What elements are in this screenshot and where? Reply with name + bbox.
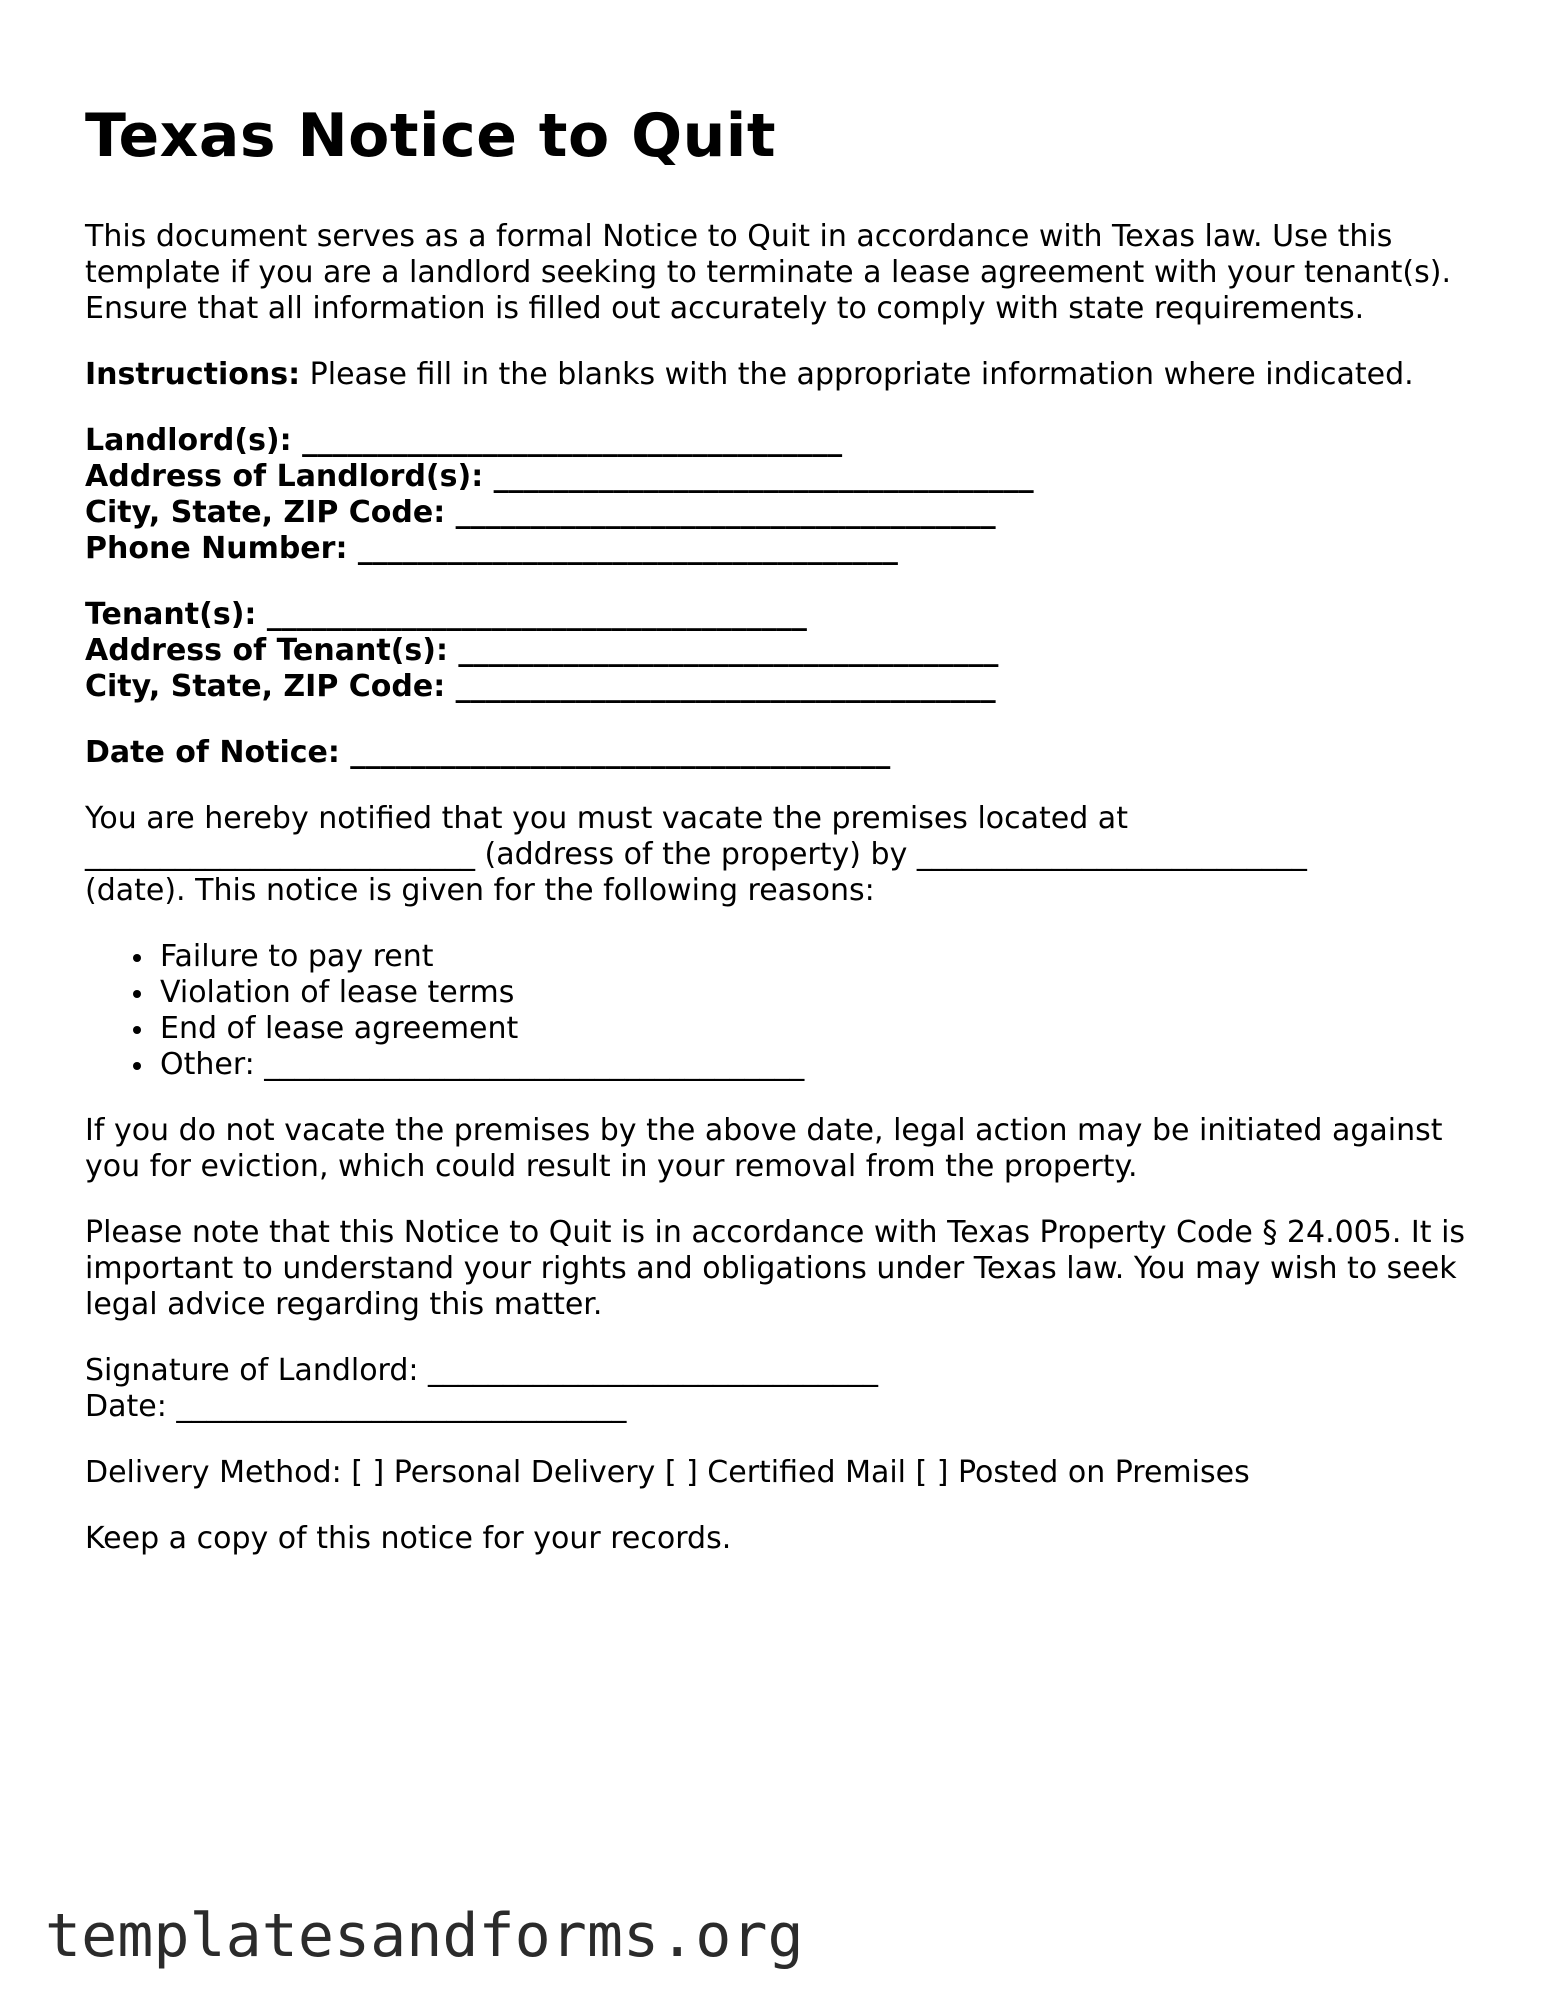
landlord-city-field: [85, 495, 1475, 531]
landlord-section: [85, 423, 1475, 567]
notice-date-label: Date of Notice:: [85, 735, 340, 770]
signature-section: [85, 1353, 1475, 1425]
landlord-city-blank: ____________________________________: [445, 495, 996, 530]
instructions-label: Instructions:: [85, 357, 301, 392]
list-item: Violation of lease terms: [130, 975, 1475, 1011]
list-item: Other: ____________________________________: [130, 1047, 1475, 1083]
tenant-address-label: Address of Tenant(s):: [85, 633, 448, 668]
notice-date-blank: ____________________________________: [339, 735, 891, 770]
tenant-section: [85, 597, 1475, 705]
signature-date-line: Date: ______________________________: [85, 1389, 627, 1424]
consequence-paragraph: If you do not vacate the premises by the above date, legal action may be initiated against you for eviction, which could result in your removal from the property.: [85, 1113, 1443, 1184]
landlord-address-field: [85, 459, 1475, 495]
tenant-name-blank: ____________________________________: [256, 597, 807, 632]
document-page: [85, 100, 1475, 1557]
keep-copy-note: Keep a copy of this notice for your records.: [85, 1521, 732, 1556]
vacate-paragraph: [85, 801, 1475, 909]
vacate-line-1: You are hereby notified that you must vacate the premises located at: [85, 801, 1128, 836]
tenant-name-field: [85, 597, 1475, 633]
instructions-paragraph: [85, 357, 1475, 393]
instructions-text: Please fill in the blanks with the appropriate information where indicated.: [300, 357, 1414, 392]
landlord-address-blank: ____________________________________: [483, 459, 1034, 494]
tenant-address-field: [85, 633, 1475, 669]
list-item: End of lease agreement: [130, 1011, 1475, 1047]
signature-line: Signature of Landlord: ______________________________: [85, 1353, 879, 1388]
vacate-line-2: __________________________ (address of the property) by __________________________: [85, 837, 1307, 872]
page-title: Texas Notice to Quit: [85, 101, 777, 171]
notice-date-field: [85, 735, 1475, 771]
landlord-phone-field: [85, 531, 1475, 567]
tenant-name-label: Tenant(s):: [85, 597, 257, 632]
landlord-phone-label: Phone Number:: [85, 531, 348, 566]
reasons-list: [85, 939, 1475, 1083]
landlord-name-blank: ____________________________________: [291, 423, 843, 458]
list-item: Failure to pay rent: [130, 939, 1475, 975]
landlord-name-label: Landlord(s):: [85, 423, 292, 458]
tenant-city-field: [85, 669, 1475, 705]
vacate-line-3: (date). This notice is given for the following reasons:: [85, 873, 875, 908]
intro-paragraph: This document serves as a formal Notice to Quit in accordance with Texas law. Use this template if you are a landlord seeking to terminate a lease agreement with your tenant(s). Ensure that all information is filled out accurately to comply with state requirements.: [85, 219, 1451, 326]
delivery-method: Delivery Method: [ ] Personal Delivery [ ] Certified Mail [ ] Posted on Premises: [85, 1455, 1250, 1490]
tenant-address-blank: ____________________________________: [447, 633, 999, 668]
landlord-phone-blank: ____________________________________: [347, 531, 898, 566]
notice-date-section: [85, 735, 1475, 771]
landlord-address-label: Address of Landlord(s):: [85, 459, 484, 494]
tenant-city-label: City, State, ZIP Code:: [85, 669, 446, 704]
landlord-name-field: [85, 423, 1475, 459]
landlord-city-label: City, State, ZIP Code:: [85, 495, 446, 530]
legal-note-paragraph: Please note that this Notice to Quit is in accordance with Texas Property Code § 24.005. It is important to understand your rights and obligations under Texas law. You may wish to seek legal advice regarding this matter.: [85, 1215, 1466, 1322]
watermark: templatesandforms.org: [45, 1901, 804, 1971]
tenant-city-blank: ____________________________________: [445, 669, 996, 704]
